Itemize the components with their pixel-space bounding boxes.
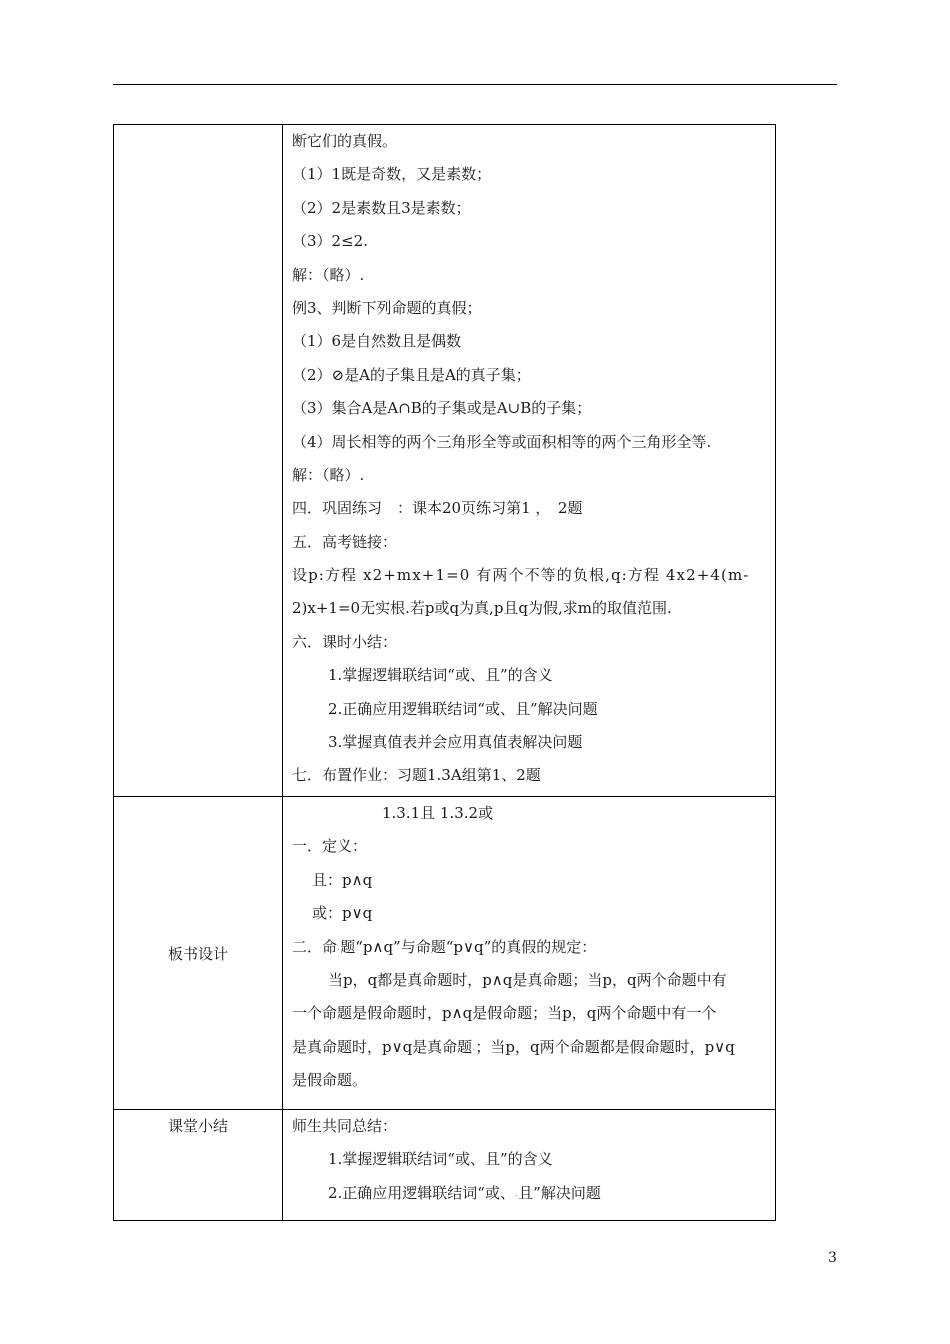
rule-heading xyxy=(283,931,775,964)
content-line: 设p:方程 x2+mx+1=0 有两个不等的负根,q:方程 4x2+4(m- xyxy=(292,566,750,585)
header-rule xyxy=(113,84,837,85)
rule-heading-end: 题“p∧q”与命题“p∨q”的真假的规定： xyxy=(340,937,597,956)
rule-line xyxy=(283,1031,775,1064)
class-summary-label-cell xyxy=(114,1110,283,1221)
summary-item-end: 且”解决问题 xyxy=(518,1183,601,1202)
content-line: （2）⊘是A的子集且是A的真子集； xyxy=(292,365,531,384)
summary-item: 1.掌握逻辑联结词“或、且”的含义 xyxy=(328,1150,553,1169)
lesson-plan-table xyxy=(113,124,776,1221)
page-number: 3 xyxy=(828,1250,837,1266)
summary-point: 3.掌握真值表并会应用真值表解决问题 xyxy=(328,733,583,752)
summary-item xyxy=(283,1177,775,1210)
content-line: （4）周长相等的两个三角形全等或面积相等的两个三角形全等. xyxy=(292,432,712,451)
rule-line: 一个命题是假命题时，p∧q是假命题；当p，q两个命题中有一个 xyxy=(292,1004,717,1023)
rule-heading-start: 二．命 xyxy=(292,937,338,956)
content-line: 四．巩固练习 ：课本20页练习第1 ， 2题 xyxy=(292,499,583,518)
rule-line: 当p，q都是真命题时，p∧q是真命题；当p，q两个命题中有 xyxy=(328,970,727,989)
content-line: （3）2≤2. xyxy=(292,232,368,251)
content-line: 解：（略）. xyxy=(292,265,365,284)
content-line: 五．高考链接： xyxy=(292,532,398,551)
summary-item-start: 2.正确应用逻辑联结词“或、 xyxy=(328,1183,515,1202)
summary-intro: 师生共同总结： xyxy=(292,1117,398,1135)
empty-label-cell xyxy=(114,125,283,797)
content-line: （2）2是素数且3是素数； xyxy=(292,198,471,217)
board-design-label: 板书设计 xyxy=(167,944,228,963)
rule-line-start: 是真命题时，p∨q是真命题 xyxy=(292,1037,473,1056)
rule-line-end: ；当p，q两个命题都是假命题时，p∨q xyxy=(475,1037,735,1056)
lesson-process-content xyxy=(283,125,776,797)
content-line: （3）集合A是A∩B的子集或是A∪B的子集； xyxy=(292,399,592,418)
content-line: （1）1既是奇数，又是素数； xyxy=(292,165,492,184)
rule-line: 是假命题。 xyxy=(292,1071,368,1090)
class-summary-label: 课堂小结 xyxy=(167,1117,228,1135)
annotation-mark: . xyxy=(337,941,341,953)
board-design-label-cell xyxy=(114,797,283,1110)
class-summary-row xyxy=(114,1110,776,1221)
class-summary-content xyxy=(283,1110,776,1221)
content-line: 2)x+1=0无实根.若p或q为真,p且q为假,求m的取值范围. xyxy=(292,599,672,618)
or-definition: 或：p∨q xyxy=(312,904,373,923)
content-line: 六．课时小结： xyxy=(292,632,398,651)
definition-heading: 一．定义： xyxy=(292,837,368,856)
content-line: 解：（略）. xyxy=(292,465,365,484)
board-design-row xyxy=(114,797,776,1110)
annotation-mark: . xyxy=(472,1041,476,1053)
annotation-mark: . xyxy=(514,1187,519,1199)
summary-point: 1.掌握逻辑联结词“或、且”的含义 xyxy=(328,666,553,685)
board-title: 1.3.1且 1.3.2或 xyxy=(382,804,494,822)
content-line: 例3、判断下列命题的真假； xyxy=(292,298,482,317)
board-design-content xyxy=(283,797,776,1110)
lesson-process-row xyxy=(114,125,776,797)
content-line: 断它们的真假。 xyxy=(292,132,398,150)
summary-point: 2.正确应用逻辑联结词“或、且”解决问题 xyxy=(328,699,598,718)
content-line: 七．布置作业：习题1.3A组第1、2题 xyxy=(292,766,541,785)
and-definition: 且：p∧q xyxy=(312,870,373,889)
content-line: （1）6是自然数且是偶数 xyxy=(292,332,462,351)
